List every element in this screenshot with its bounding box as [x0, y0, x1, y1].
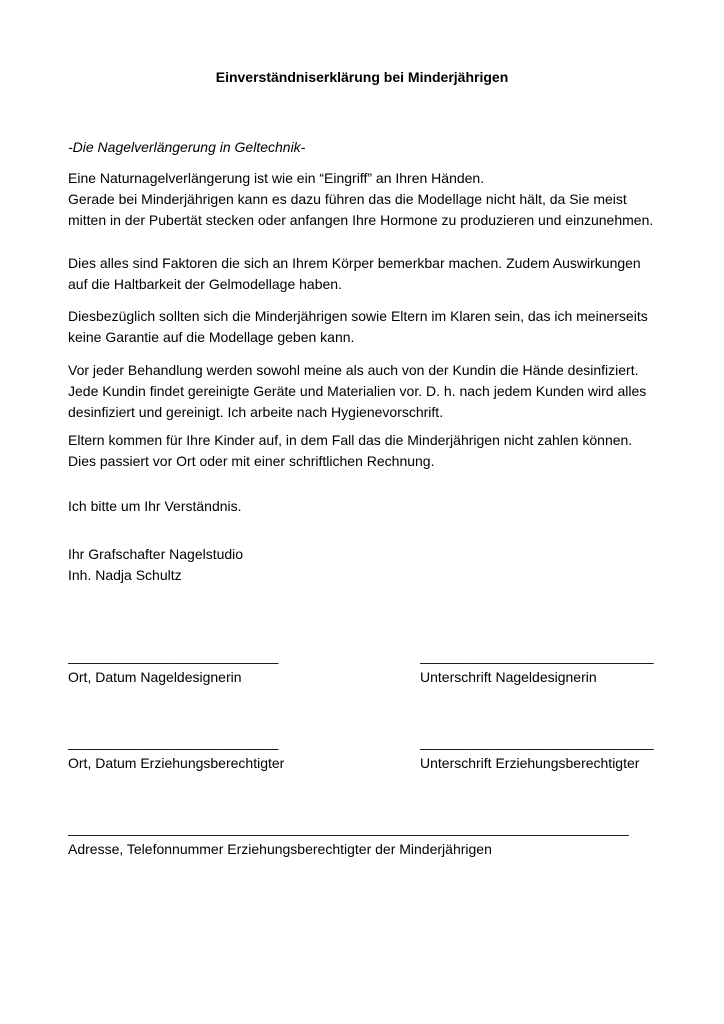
signature-field-designer-date [68, 646, 408, 688]
studio-name: Ihr Grafschafter Nagelstudio [68, 546, 244, 562]
signature-field-guardian-contact [68, 818, 688, 860]
studio-owner: Inh. Nadja Schultz [68, 567, 182, 583]
signature-line-designer-signature: ______________________________ [420, 648, 654, 664]
signature-label-designer-date: Ort, Datum Nageldesignerin [68, 669, 242, 685]
paragraph-payment: Eltern kommen für Ihre Kinder auf, in dem Fall das die Minderjährigen nicht zahlen können. Dies passiert vor Ort oder mit einer schriftlichen Rechnung. [68, 432, 633, 469]
document-title: Einverständniserklärung bei Minderjährigen [215, 69, 509, 85]
paragraph-intro-line1: Eine Naturnagelverlängerung ist wie ein “Eingriff” an Ihren Händen. [68, 170, 485, 186]
signature-line-guardian-signature: ______________________________ [420, 734, 654, 750]
closing-block [68, 544, 660, 586]
signature-line-guardian-date: ___________________________ [68, 734, 279, 750]
paragraph-intro [68, 168, 660, 231]
signature-line-guardian-contact: ________________________________________________________________________ [68, 820, 629, 836]
signature-field-designer-signature [420, 646, 720, 688]
document-subtitle: -Die Nagelverlängerung in Geltechnik- [68, 139, 306, 155]
paragraph-intro-rest: Gerade bei Minderjährigen kann es dazu führen das die Modellage nicht hält, da Sie meist mitten in der Pubertät stecken oder anfangen Ihre Hormone zu produzieren und einzunehmen. [68, 191, 654, 228]
signature-label-guardian-contact: Adresse, Telefonnummer Erziehungsberechtigter der Minderjährigen [68, 841, 492, 857]
paragraph-thanks: Ich bitte um Ihr Verständnis. [68, 498, 242, 514]
signature-label-designer-signature: Unterschrift Nageldesignerin [420, 669, 597, 685]
paragraph-factors: Dies alles sind Faktoren die sich an Ihrem Körper bemerkbar machen. Zudem Auswirkungen auf die Haltbarkeit der Gelmodellage haben. [68, 255, 641, 292]
signature-field-guardian-signature [420, 732, 720, 774]
signature-line-designer-date: ___________________________ [68, 648, 279, 664]
signature-field-guardian-date [68, 732, 408, 774]
signature-label-guardian-date: Ort, Datum Erziehungsberechtigter [68, 755, 285, 771]
paragraph-guarantee: Diesbezüglich sollten sich die Minderjährigen sowie Eltern im Klaren sein, das ich meinerseits keine Garantie auf die Modellage geben kann. [68, 308, 648, 345]
paragraph-hygiene: Vor jeder Behandlung werden sowohl meine als auch von der Kundin die Hände desinfiziert. Jede Kundin findet gereinigte Geräte und Materialien vor. D. h. nach jedem Kunden wird alles desinfiziert und gereinigt. Ich arbeite nach Hygienevorschrift. [68, 362, 647, 420]
signature-label-guardian-signature: Unterschrift Erziehungsberechtigter [420, 755, 640, 771]
